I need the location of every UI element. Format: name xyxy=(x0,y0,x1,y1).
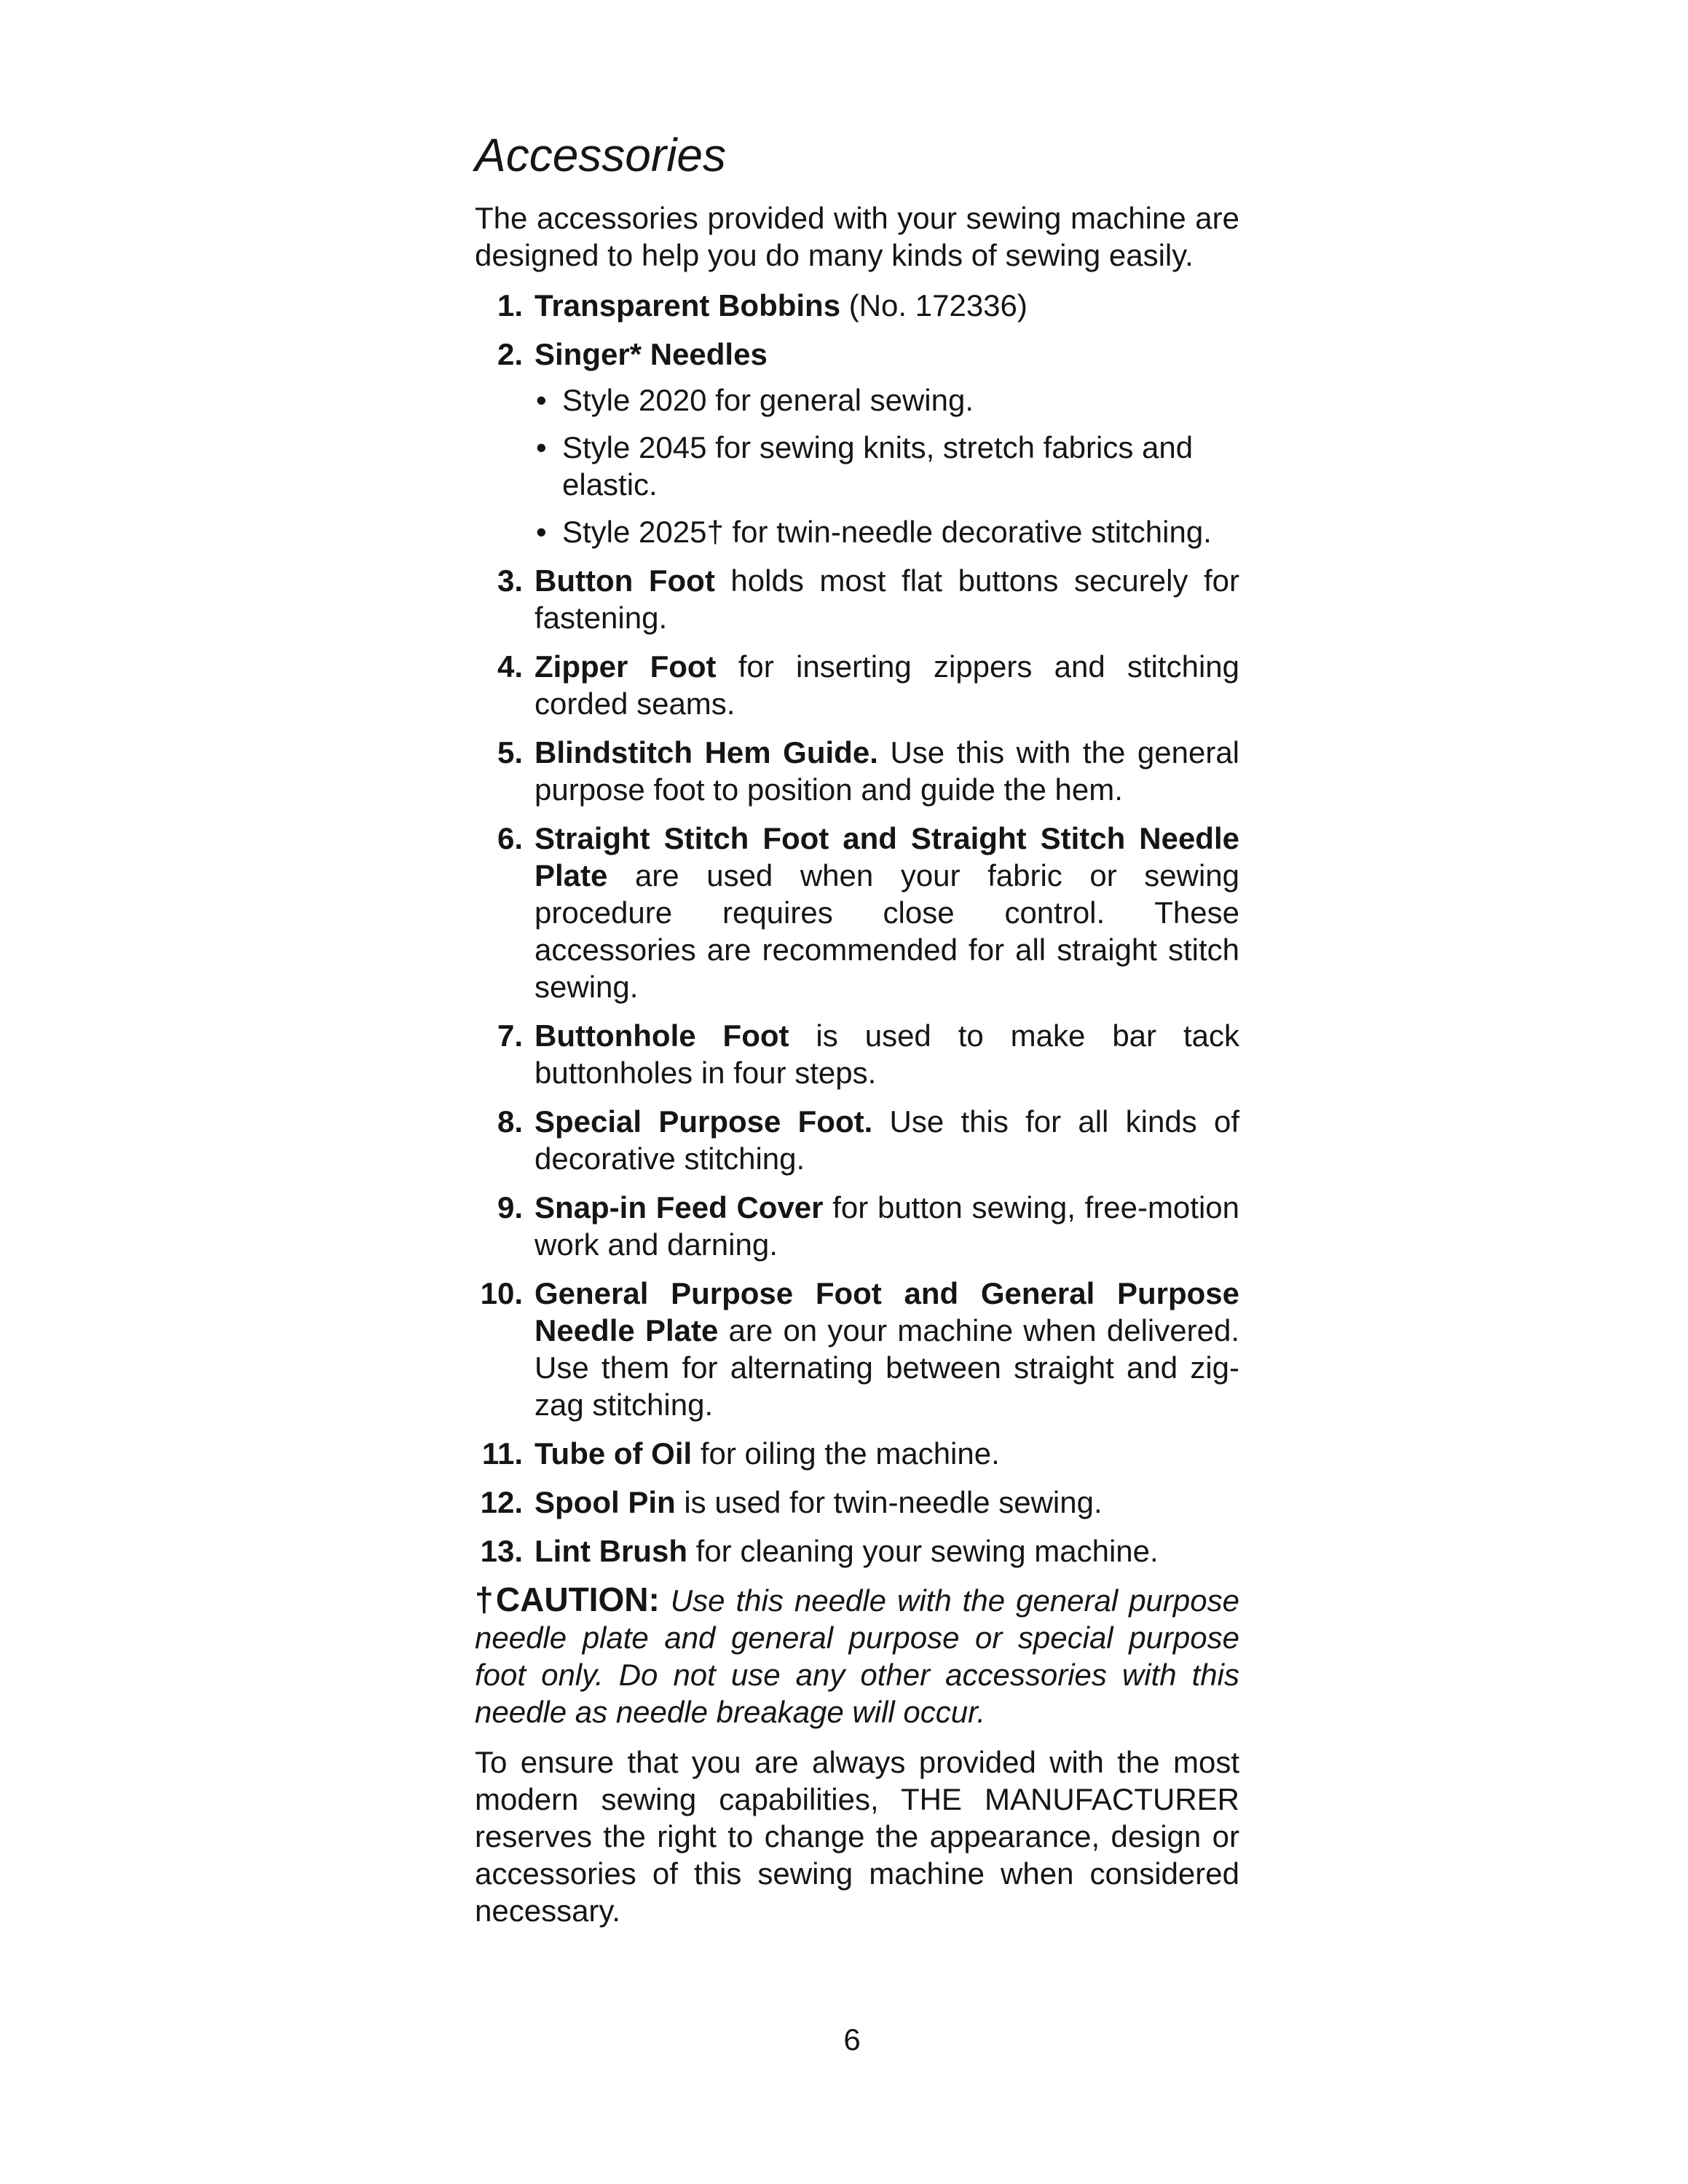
list-item xyxy=(475,336,1239,550)
list-item xyxy=(475,1017,1239,1091)
item-number: 4. xyxy=(497,649,523,684)
item-title: Zipper Foot xyxy=(535,649,717,684)
bullet-text: Style 2045 for sewing knits, stretch fabrics and elastic. xyxy=(562,430,1194,502)
bullet-text: Style 2020 for general sewing. xyxy=(562,382,974,417)
item-title: Snap-in Feed Cover xyxy=(535,1190,824,1224)
item-description: for inserting zippers and stitching corded seams. xyxy=(535,649,1239,721)
list-item xyxy=(475,1484,1239,1521)
item-description: Use this with the general purpose foot to position and guide the hem. xyxy=(535,735,1240,807)
item-title: Button Foot xyxy=(535,563,715,598)
item-title: Tube of Oil xyxy=(535,1436,693,1471)
needle-styles-list xyxy=(535,381,1239,550)
item-description: are on your machine when delivered. Use them for alternating between straight and zig-zag stitching. xyxy=(535,1313,1239,1422)
item-description: is used for twin-needle sewing. xyxy=(675,1484,1103,1519)
item-title: Blindstitch Hem Guide. xyxy=(535,735,878,769)
item-number: 6. xyxy=(497,820,523,855)
item-title: Straight Stitch Foot and Straight Stitch Needle Plate xyxy=(535,820,1239,893)
item-number: 2. xyxy=(497,336,523,371)
bullet-icon: • xyxy=(536,430,547,464)
item-number: 1. xyxy=(497,288,523,323)
caution-note xyxy=(475,1581,1239,1730)
item-number: 10. xyxy=(480,1275,523,1310)
item-title: Lint Brush xyxy=(535,1533,687,1568)
caution-text: Use this needle with the general purpose needle plate and general purpose or special purpose foot only. Do not use any other accessories with this needle as needle breakage will occur. xyxy=(475,1583,1239,1729)
item-description: Use this for all kinds of decorative stitching. xyxy=(535,1104,1239,1176)
list-item xyxy=(475,1189,1239,1263)
item-title: General Purpose Foot and General Purpose Needle Plate xyxy=(535,1275,1239,1348)
item-title: Buttonhole Foot xyxy=(535,1018,789,1053)
bullet-item xyxy=(535,429,1239,503)
item-number: 8. xyxy=(497,1104,523,1139)
item-title: Spool Pin xyxy=(535,1484,676,1519)
item-number: 5. xyxy=(497,735,523,769)
bullet-text: Style 2025† for twin-needle decorative stitching. xyxy=(562,514,1212,549)
item-title: Transparent Bobbins xyxy=(535,288,841,323)
page-title: Accessories xyxy=(475,129,726,181)
item-number: 7. xyxy=(497,1018,523,1053)
item-title: Special Purpose Foot. xyxy=(535,1104,873,1139)
list-item xyxy=(475,648,1239,722)
bullet-icon: • xyxy=(536,382,547,417)
item-description: for button sewing, free-motion work and darning. xyxy=(535,1190,1240,1262)
document-page xyxy=(475,127,1239,1942)
list-item xyxy=(475,820,1239,1005)
item-number: 3. xyxy=(497,563,523,598)
item-description: is used to make bar tack buttonholes in four steps. xyxy=(535,1018,1239,1090)
item-description: for cleaning your sewing machine. xyxy=(687,1533,1159,1568)
list-item xyxy=(475,562,1239,636)
list-item xyxy=(475,734,1239,808)
item-number: 12. xyxy=(480,1484,523,1519)
closing-paragraph: To ensure that you are always provided with the most modern sewing capabilities, THE MANUFACTURER reserves the right to change the appearance, design or accessories of this sewing machine when considered necessary. xyxy=(475,1744,1239,1928)
bullet-item xyxy=(535,381,1239,419)
item-number: 11. xyxy=(481,1436,523,1471)
bullet-item xyxy=(535,513,1239,550)
list-item xyxy=(475,1103,1239,1177)
list-item xyxy=(475,287,1239,324)
list-item xyxy=(475,1435,1239,1472)
bullet-icon: • xyxy=(536,514,547,549)
accessories-list xyxy=(475,287,1239,1570)
intro-paragraph: The accessories provided with your sewing machine are designed to help you do many kinds of sewing easily. xyxy=(475,200,1239,272)
caution-label: †CAUTION: xyxy=(475,1580,660,1618)
page-number: 6 xyxy=(843,2022,861,2057)
item-number: 13. xyxy=(480,1533,523,1568)
item-title: Singer* Needles xyxy=(535,336,768,371)
item-description: holds most flat buttons securely for fastening. xyxy=(535,563,1240,635)
list-item xyxy=(475,1275,1239,1423)
item-description: (No. 172336) xyxy=(840,288,1028,323)
item-description: for oiling the machine. xyxy=(692,1436,1000,1471)
item-description: are used when your fabric or sewing procedure requires close control. These accessories are recommended for all straight stitch sewing. xyxy=(535,858,1239,1004)
list-item xyxy=(475,1532,1239,1570)
item-number: 9. xyxy=(497,1190,523,1224)
